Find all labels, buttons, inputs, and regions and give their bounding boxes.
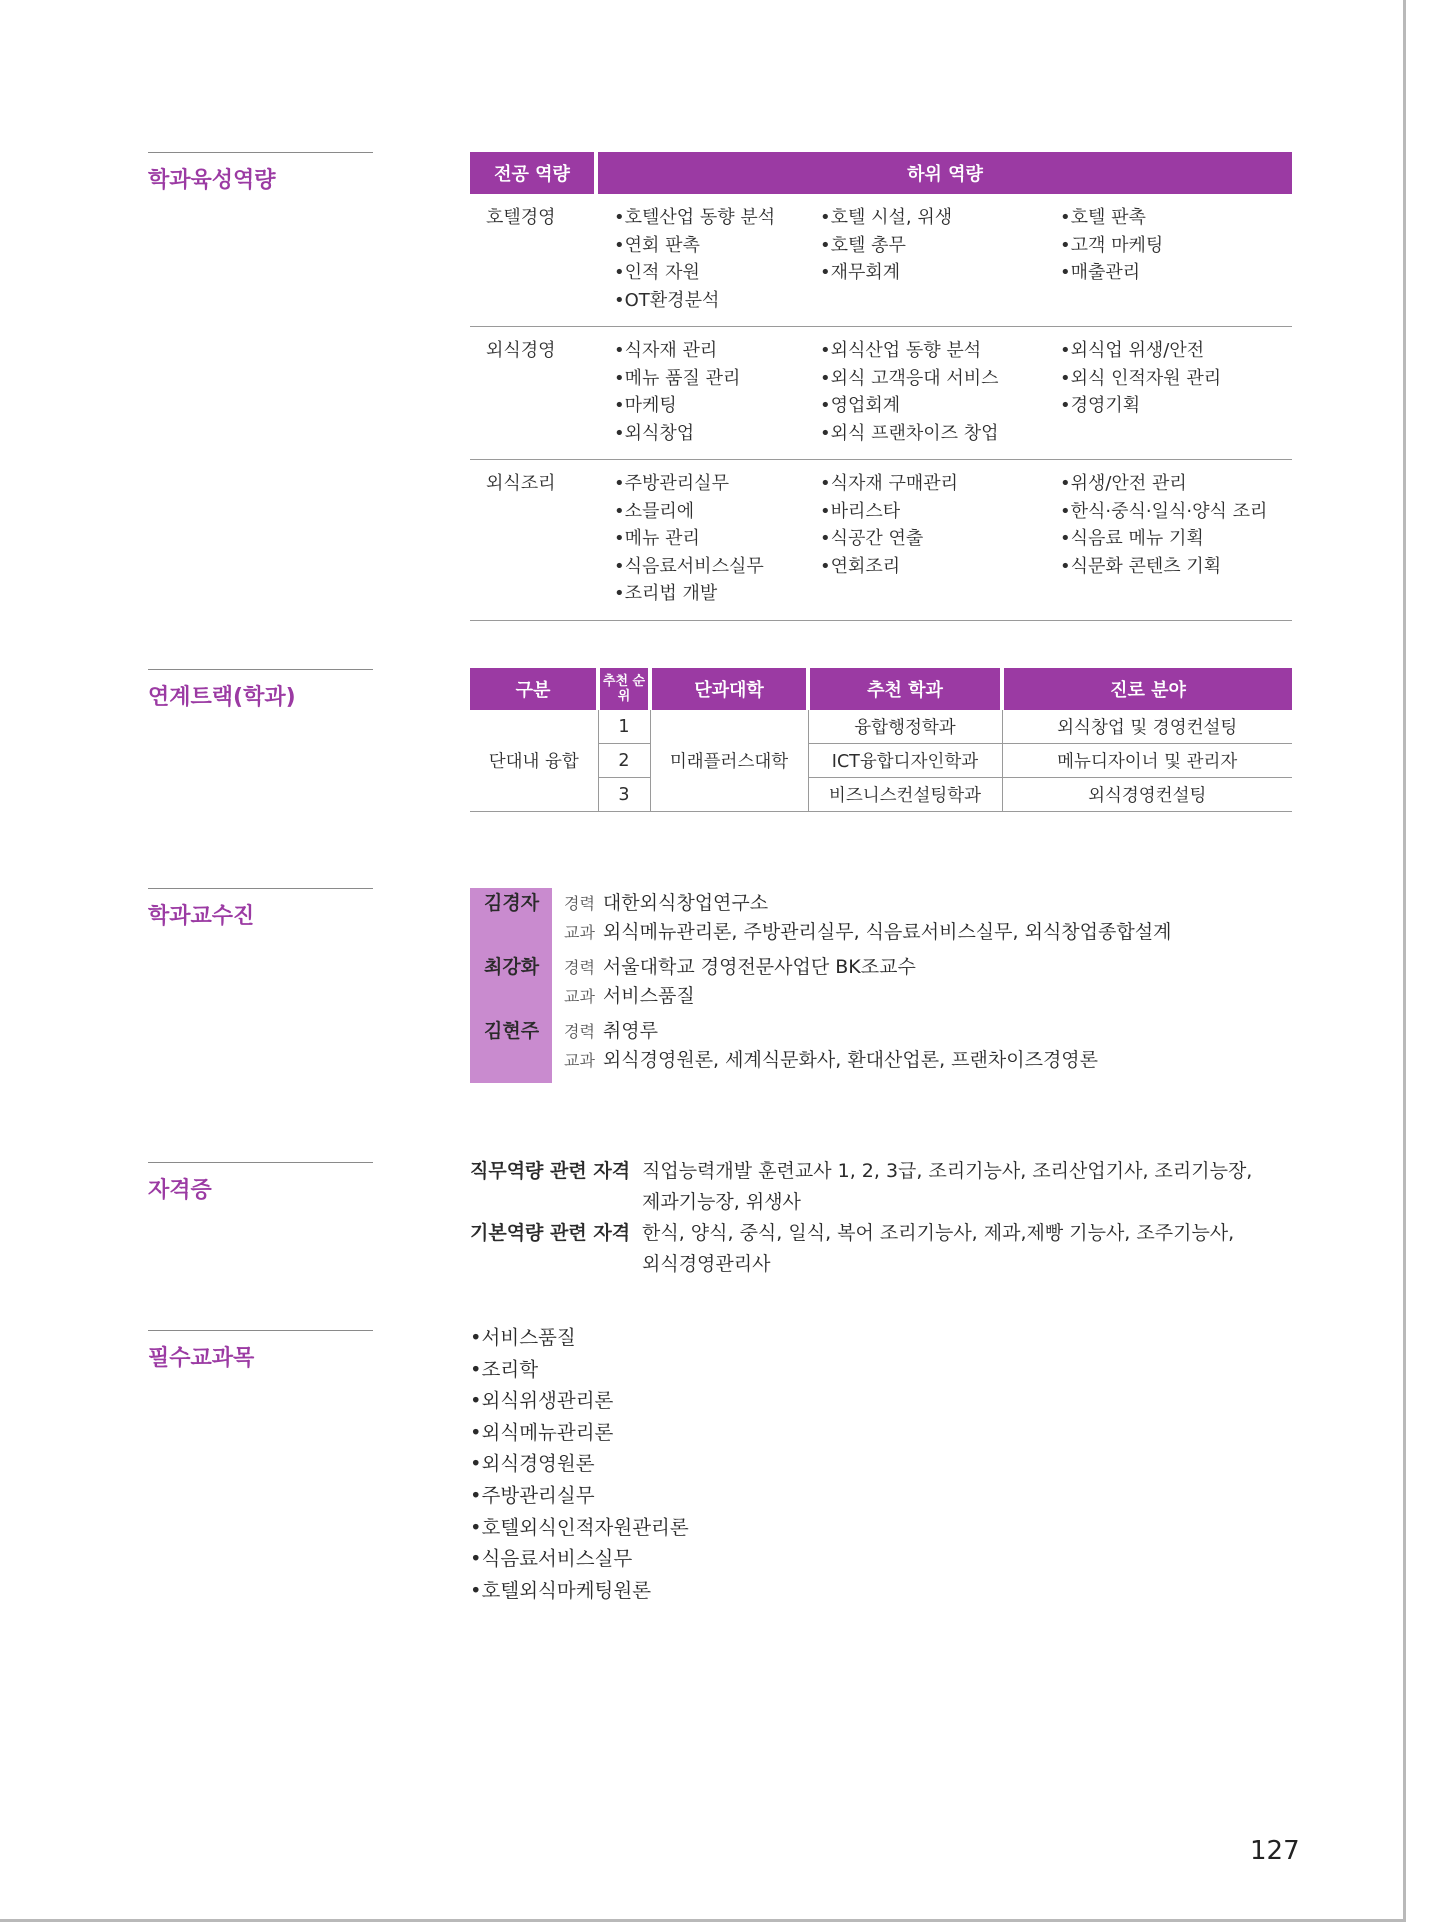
rank-cell: 1 bbox=[598, 710, 650, 744]
faculty-courses: 외식경영원론, 세계식문화사, 환대산업론, 프랜차이즈경영론 bbox=[602, 1049, 1099, 1071]
list-item: • 식음료서비스실무 bbox=[614, 553, 820, 581]
list-item: • 연회조리 bbox=[820, 553, 1060, 581]
list-item: • 재무회계 bbox=[820, 259, 1060, 287]
list-item: • 외식 고객응대 서비스 bbox=[820, 365, 1060, 393]
header-college: 단과대학 bbox=[650, 668, 808, 710]
cert-text: 외식경영관리사 bbox=[642, 1253, 771, 1275]
college-cell: 미래플러스대학 bbox=[650, 710, 808, 812]
list-item: • 바리스타 bbox=[820, 498, 1060, 526]
faculty-career: 서울대학교 경영전문사업단 BK조교수 bbox=[602, 956, 916, 978]
list-item: • 위생/안전 관리 bbox=[1060, 470, 1292, 498]
list-item: • 소믈리에 bbox=[614, 498, 820, 526]
list-item: • 조리법 개발 bbox=[614, 580, 820, 608]
section-title-competency: 학과육성역량 bbox=[148, 152, 373, 194]
list-item: • 매출관리 bbox=[1060, 259, 1292, 287]
list-item: • 외식창업 bbox=[614, 420, 820, 448]
header-division: 구분 bbox=[470, 668, 598, 710]
list-item: • 외식 프랜차이즈 창업 bbox=[820, 420, 1060, 448]
list-item: • 식공간 연출 bbox=[820, 525, 1060, 553]
list-item: • 식음료서비스실무 bbox=[470, 1543, 689, 1575]
list-item: • 외식경영원론 bbox=[470, 1448, 689, 1480]
faculty-member bbox=[470, 952, 1370, 1016]
table-row bbox=[470, 710, 1292, 744]
career-tag: 경력 bbox=[564, 1022, 595, 1041]
list-item: • 마케팅 bbox=[614, 392, 820, 420]
section-title-required: 필수교과목 bbox=[148, 1330, 373, 1372]
career-tag: 경력 bbox=[564, 958, 595, 977]
faculty-career: 대한외식창업연구소 bbox=[602, 892, 769, 914]
career-cell: 외식경영컨설팅 bbox=[1002, 778, 1292, 812]
cert-row bbox=[470, 1156, 1370, 1218]
career-tag: 경력 bbox=[564, 894, 595, 913]
list-item: • 연회 판촉 bbox=[614, 232, 820, 260]
faculty-courses: 서비스품질 bbox=[602, 985, 695, 1007]
faculty-name: 김경자 bbox=[484, 892, 540, 914]
certifications bbox=[470, 1156, 1370, 1280]
cert-category: 직무역량 관련 자격 bbox=[470, 1160, 631, 1182]
list-item: • 한식·중식·일식·양식 조리 bbox=[1060, 498, 1292, 526]
category-cell: 외식조리 bbox=[470, 460, 596, 621]
list-item: • 외식산업 동향 분석 bbox=[820, 337, 1060, 365]
faculty-name: 최강화 bbox=[484, 956, 540, 978]
list-item: • 호텔외식인적자원관리론 bbox=[470, 1512, 689, 1544]
faculty-courses: 외식메뉴관리론, 주방관리실무, 식음료서비스실무, 외식창업종합설계 bbox=[602, 921, 1172, 943]
list-item: • 서비스품질 bbox=[470, 1322, 689, 1354]
list-item: • 영업회계 bbox=[820, 392, 1060, 420]
cert-text: 한식, 양식, 중식, 일식, 복어 조리기능사, 제과,제빵 기능사, 조주기능사, bbox=[642, 1222, 1235, 1244]
section-title-certs: 자격증 bbox=[148, 1162, 373, 1204]
faculty-list bbox=[470, 888, 1370, 1080]
list-item: • 외식메뉴관리론 bbox=[470, 1417, 689, 1449]
rank-cell: 2 bbox=[598, 744, 650, 778]
course-tag: 교과 bbox=[564, 923, 595, 942]
cert-text: 제과기능장, 위생사 bbox=[642, 1191, 801, 1213]
section-title-track: 연계트랙(학과) bbox=[148, 669, 373, 711]
table-row bbox=[470, 194, 1292, 327]
list-item: • 호텔 판촉 bbox=[1060, 204, 1292, 232]
table-row bbox=[470, 327, 1292, 460]
list-item: • 고객 마케팅 bbox=[1060, 232, 1292, 260]
list-item: • 호텔 총무 bbox=[820, 232, 1060, 260]
required-courses-list bbox=[470, 1322, 689, 1606]
list-item: • 조리학 bbox=[470, 1354, 689, 1386]
header-sub-competency: 하위 역량 bbox=[596, 152, 1292, 194]
list-item: • OT환경분석 bbox=[614, 287, 820, 315]
dept-cell: ICT융합디자인학과 bbox=[808, 744, 1002, 778]
track-table bbox=[470, 668, 1292, 812]
dept-cell: 융합행정학과 bbox=[808, 710, 1002, 744]
faculty-career: 취영루 bbox=[602, 1020, 658, 1042]
competency-table bbox=[470, 152, 1292, 621]
list-item: • 메뉴 관리 bbox=[614, 525, 820, 553]
faculty-member bbox=[470, 888, 1370, 952]
category-cell: 호텔경영 bbox=[470, 194, 596, 327]
category-cell: 외식경영 bbox=[470, 327, 596, 460]
header-rank: 추천 순위 bbox=[598, 668, 650, 710]
list-item: • 식음료 메뉴 기획 bbox=[1060, 525, 1292, 553]
list-item: • 경영기획 bbox=[1060, 392, 1292, 420]
list-item: • 인적 자원 bbox=[614, 259, 820, 287]
group-cell: 단대내 융합 bbox=[470, 710, 598, 812]
faculty-name: 김현주 bbox=[484, 1020, 540, 1042]
cert-text: 직업능력개발 훈련교사 1, 2, 3급, 조리기능사, 조리산업기사, 조리기능장, bbox=[642, 1160, 1253, 1182]
list-item: • 외식업 위생/안전 bbox=[1060, 337, 1292, 365]
list-item: • 외식위생관리론 bbox=[470, 1385, 689, 1417]
course-tag: 교과 bbox=[564, 1051, 595, 1070]
list-item: • 주방관리실무 bbox=[470, 1480, 689, 1512]
header-major-competency: 전공 역량 bbox=[470, 152, 596, 194]
career-cell: 메뉴디자이너 및 관리자 bbox=[1002, 744, 1292, 778]
section-title-faculty: 학과교수진 bbox=[148, 888, 373, 930]
header-recommended-dept: 추천 학과 bbox=[808, 668, 1002, 710]
dept-cell: 비즈니스컨설팅학과 bbox=[808, 778, 1002, 812]
list-item: • 주방관리실무 bbox=[614, 470, 820, 498]
page-number: 127 bbox=[1250, 1836, 1300, 1866]
list-item: • 식자재 관리 bbox=[614, 337, 820, 365]
cert-category: 기본역량 관련 자격 bbox=[470, 1222, 631, 1244]
cert-row bbox=[470, 1218, 1370, 1280]
list-item: • 호텔산업 동향 분석 bbox=[614, 204, 820, 232]
list-item: • 식문화 콘텐츠 기획 bbox=[1060, 553, 1292, 581]
header-career-field: 진로 분야 bbox=[1002, 668, 1292, 710]
rank-cell: 3 bbox=[598, 778, 650, 812]
faculty-member bbox=[470, 1016, 1370, 1080]
career-cell: 외식창업 및 경영컨설팅 bbox=[1002, 710, 1292, 744]
list-item: • 메뉴 품질 관리 bbox=[614, 365, 820, 393]
list-item: • 식자재 구매관리 bbox=[820, 470, 1060, 498]
table-row bbox=[470, 460, 1292, 621]
list-item: • 외식 인적자원 관리 bbox=[1060, 365, 1292, 393]
list-item: • 호텔 시설, 위생 bbox=[820, 204, 1060, 232]
course-tag: 교과 bbox=[564, 987, 595, 1006]
list-item: • 호텔외식마케팅원론 bbox=[470, 1575, 689, 1607]
